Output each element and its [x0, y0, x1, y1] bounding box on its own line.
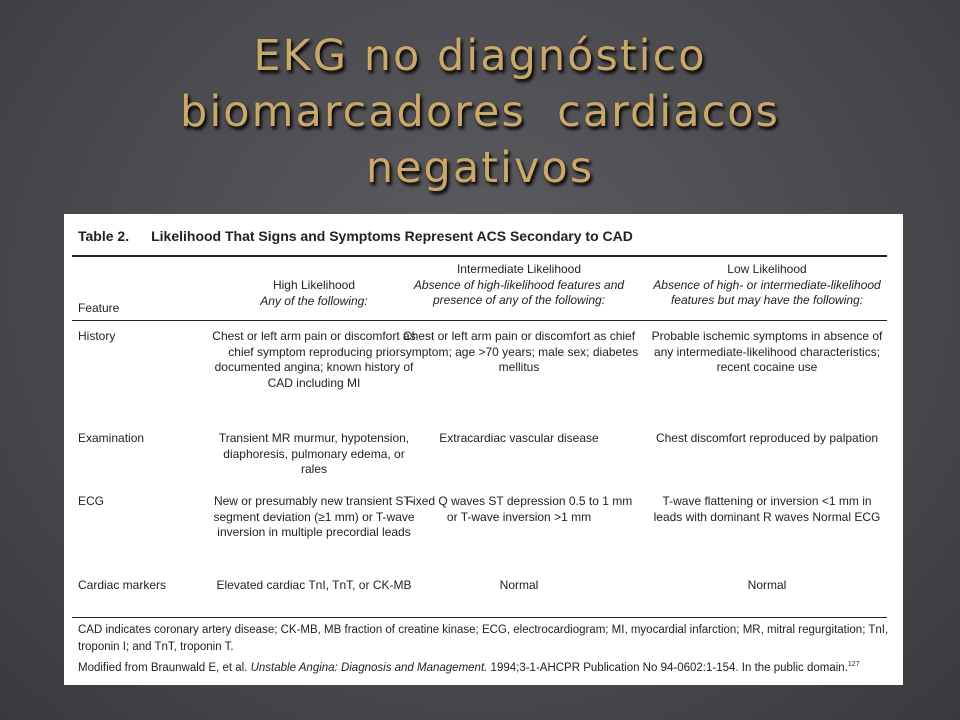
row-history-feature: History: [78, 329, 116, 343]
table-caption: [78, 228, 633, 244]
footnote-source-title: Unstable Angina: Diagnosis and Management.: [250, 661, 488, 674]
table-number: Table 2.: [78, 228, 130, 244]
title-line-3: negativos: [365, 143, 595, 193]
row-history-high: Chest or left arm pain or discomfort as chief symptom reproducing prior documented angina; known history of CAD including MI: [212, 329, 416, 390]
footnote-reference: 127: [847, 661, 860, 668]
footnote-source-prefix: Modified from Braunwald E, et al.: [78, 661, 248, 674]
row-ecg-intermediate: Fixed Q waves ST depression 0.5 to 1 mm or T-wave inversion >1 mm: [405, 494, 633, 524]
header-low: [649, 262, 885, 309]
row-markers-feature: Cardiac markers: [78, 578, 167, 592]
table-caption-text: Likelihood That Signs and Symptoms Represent ACS Secondary to CAD: [151, 228, 633, 244]
header-intermediate-sub: Absence of high-likelihood features and presence of any of the following:: [413, 277, 625, 307]
table-footnote-abbreviations: CAD indicates coronary artery disease; CK-MB, MB fraction of creatine kinase; ECG, electrocardiogram; MI, myocardial infarction; MR, mitral regurgitation; TnI, troponin I; and TnT, troponin T.: [78, 624, 889, 653]
row-history-intermediate: Chest or left arm pain or discomfort as chief symptom; age >70 years; male sex; diabetes mellitus: [399, 329, 639, 374]
row-examination-feature: Examination: [78, 431, 145, 445]
row-ecg-feature: ECG: [78, 494, 105, 508]
footnote-source-suffix: 1994;3-1-AHCPR Publication No 94-0602:1-154. In the public domain.: [490, 661, 848, 674]
row-examination-low: Chest discomfort reproduced by palpation: [655, 431, 879, 445]
header-low-title: Low Likelihood: [727, 262, 807, 276]
header-high: [209, 278, 419, 309]
row-markers-high: Elevated cardiac TnI, TnT, or CK-MB: [216, 578, 412, 592]
title-line-1: EKG no diagnóstico: [253, 31, 707, 81]
row-ecg-high: New or presumably new transient ST-segment deviation (≥1 mm) or T-wave inversion in multiple precordial leads: [213, 494, 415, 539]
rule-top: [72, 255, 887, 257]
header-intermediate-title: Intermediate Likelihood: [456, 262, 582, 276]
row-markers-intermediate: Normal: [499, 578, 539, 592]
row-markers-low: Normal: [747, 578, 787, 592]
row-ecg-low: T-wave flattening or inversion <1 mm in leads with dominant R waves Normal ECG: [653, 494, 881, 524]
table-image: [64, 214, 903, 685]
rule-bottom: [72, 617, 887, 618]
header-high-title: High Likelihood: [272, 278, 356, 292]
header-intermediate: [399, 262, 639, 309]
table-footnote-source: [78, 657, 893, 676]
header-feature: Feature: [78, 301, 120, 315]
row-examination-intermediate: Extracardiac vascular disease: [439, 431, 599, 445]
rule-header: [72, 320, 887, 321]
title-line-2: biomarcadores cardiacos: [180, 87, 780, 137]
header-high-sub: Any of the following:: [260, 293, 368, 308]
header-low-sub: Absence of high- or intermediate-likelihood features but may have the following:: [653, 277, 881, 307]
row-examination-high: Transient MR murmur, hypotension, diaphoresis, pulmonary edema, or rales: [218, 431, 410, 476]
slide-title: [0, 28, 960, 196]
row-history-low: Probable ischemic symptoms in absence of any intermediate-likelihood characteristics; recent cocaine use: [651, 329, 883, 374]
